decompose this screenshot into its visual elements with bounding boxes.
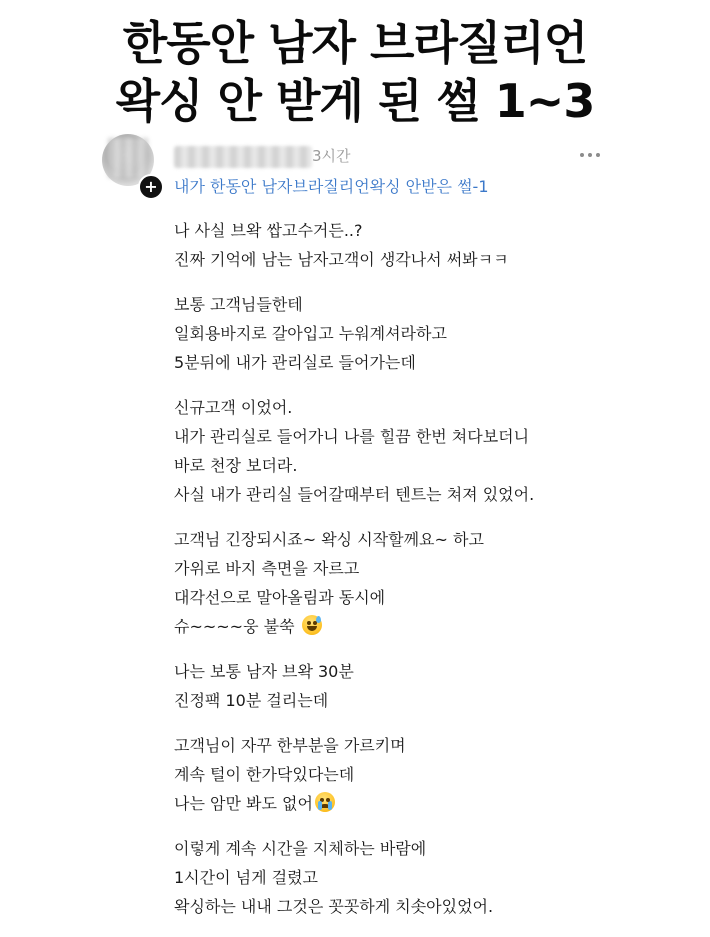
text-line: 고객님 긴장되시죠~ 왁싱 시작할께요~ 하고 <box>174 530 484 549</box>
paragraph-2 <box>174 290 604 377</box>
post-title-link[interactable]: 내가 한동안 남자브라질리언왁싱 안받은 썰-1 <box>174 177 489 196</box>
text-line: 5분뒤에 내가 관리실로 들어가는데 <box>174 353 416 372</box>
username-blurred[interactable] <box>174 146 312 168</box>
post-time: 3시간 <box>312 147 351 165</box>
paragraph-4 <box>174 525 604 641</box>
text-line: 내가 관리실로 들어가니 나를 힐끔 한번 쳐다보더니 <box>174 427 530 446</box>
text-line: 신규고객 이었어. <box>174 398 293 417</box>
paragraph-5 <box>174 657 604 715</box>
text-line: 1시간이 넘게 걸렸고 <box>174 868 318 887</box>
text-line: 슈~~~~웅 불쑥 <box>174 617 295 636</box>
text-line: 사실 내가 관리실 들어갈때부터 텐트는 쳐져 있었어. <box>174 485 535 504</box>
text-line: 대각선으로 말아올림과 동시에 <box>174 588 386 607</box>
grinning-sweat-emoji-icon <box>302 615 322 635</box>
text-line: 왁싱하는 내내 그것은 꼿꼿하게 치솟아있었어. <box>174 897 494 916</box>
text-line: 나는 보통 남자 브왁 30분 <box>174 662 354 681</box>
text-line: 고객님이 자꾸 한부분을 가르키며 <box>174 736 406 755</box>
paragraph-7 <box>174 834 604 921</box>
plus-icon[interactable]: + <box>138 174 164 200</box>
text-line-with-emoji <box>174 612 604 641</box>
post-body <box>174 216 604 937</box>
text-line-with-emoji <box>174 789 604 818</box>
crying-face-emoji-icon <box>315 792 335 812</box>
text-line: 진정팩 10분 걸리는데 <box>174 691 329 710</box>
text-line: 일회용바지로 갈아입고 누워계셔라하고 <box>174 324 447 343</box>
avatar-blur <box>108 138 148 178</box>
post-card <box>100 128 608 916</box>
more-horizontal-icon[interactable] <box>578 148 602 162</box>
text-line: 가위로 바지 측면을 자르고 <box>174 559 360 578</box>
paragraph-3 <box>174 393 604 509</box>
text-line: 나는 암만 봐도 없어 <box>174 794 313 813</box>
text-line: 나 사실 브왁 쌉고수거든..? <box>174 221 363 240</box>
paragraph-1 <box>174 216 604 274</box>
post-header <box>100 128 608 198</box>
text-line: 진짜 기억에 남는 남자고객이 생각나서 써봐ㅋㅋ <box>174 250 509 269</box>
text-line: 계속 털이 한가닥있다는데 <box>174 765 355 784</box>
headline <box>0 14 710 130</box>
text-line: 바로 천장 보더라. <box>174 456 298 475</box>
paragraph-6 <box>174 731 604 818</box>
headline-line-1: 한동안 남자 브라질리언 <box>122 16 588 70</box>
text-line: 보통 고객님들한테 <box>174 295 303 314</box>
headline-line-2: 왁싱 안 받게 된 썰 1~3 <box>115 74 595 128</box>
text-line: 이렇게 계속 시간을 지체하는 바람에 <box>174 839 427 858</box>
